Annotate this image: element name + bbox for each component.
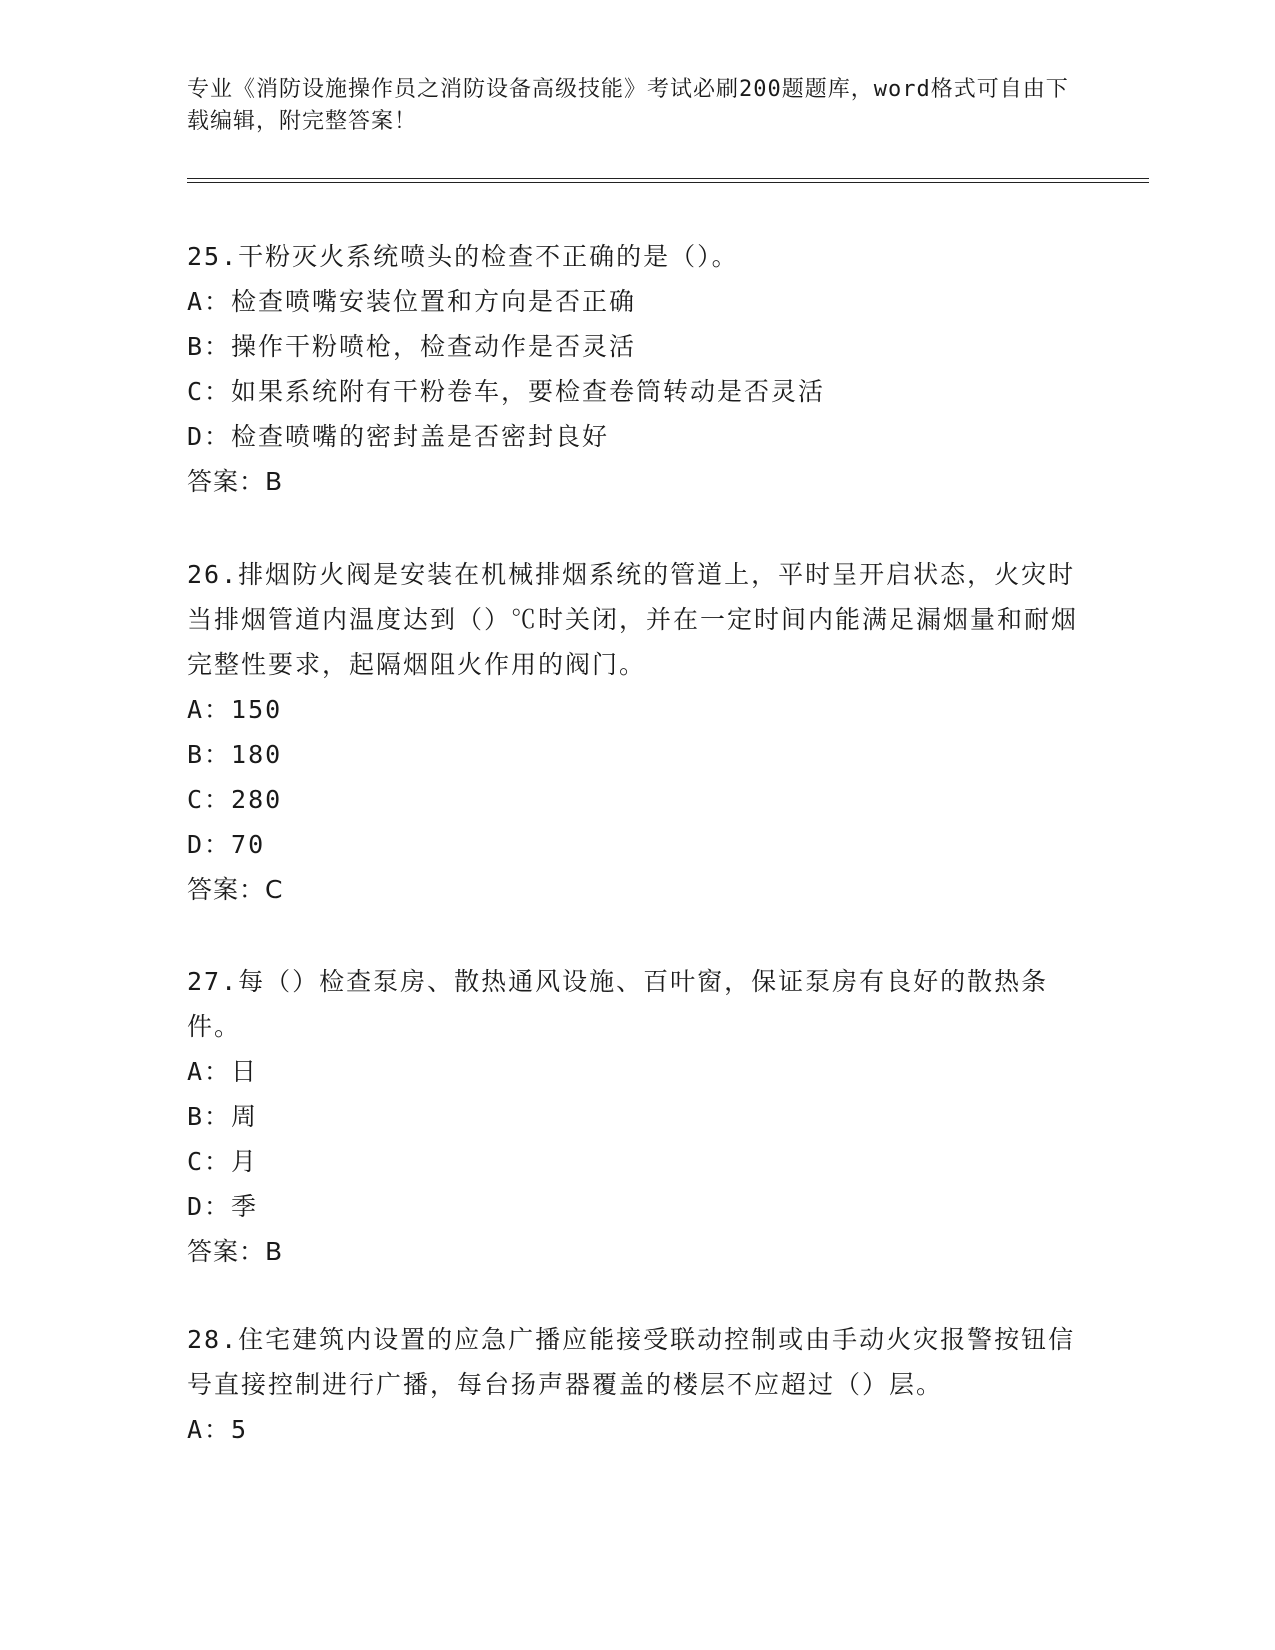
option-b: B：操作干粉喷枪，检查动作是否灵活: [187, 332, 637, 361]
option-d: D：70: [187, 830, 266, 859]
header-divider-top: [187, 178, 1149, 179]
option-d: D：检查喷嘴的密封盖是否密封良好: [187, 422, 610, 451]
question-stem: 28.住宅建筑内设置的应急广播应能接受联动控制或由手动火灾报警按钮信号直接控制进行广播，每台扬声器覆盖的楼层不应超过（）层。: [187, 1325, 1076, 1399]
option-c: C：280: [187, 785, 283, 814]
option-b: B：180: [187, 740, 283, 769]
option-c: C：月: [187, 1147, 259, 1176]
option-d: D：季: [187, 1192, 259, 1221]
question-stem: 27.每（）检查泵房、散热通风设施、百叶窗，保证泵房有良好的散热条件。: [187, 967, 1049, 1041]
question-25: [187, 234, 1087, 504]
header-divider-bottom: [187, 182, 1149, 183]
document-header: 专业《消防设施操作员之消防设备高级技能》考试必刷200题题库，word格式可自由下载编辑，附完整答案！: [187, 77, 1069, 134]
question-26: [187, 552, 1087, 912]
answer: 答案：B: [187, 1237, 284, 1266]
question-27: [187, 959, 1087, 1274]
question-28: [187, 1317, 1087, 1452]
question-stem: 25.干粉灭火系统喷头的检查不正确的是（）。: [187, 242, 739, 271]
answer: 答案：C: [187, 875, 284, 904]
option-a: A：日: [187, 1057, 259, 1086]
option-a: A：150: [187, 695, 283, 724]
option-c: C：如果系统附有干粉卷车，要检查卷筒转动是否灵活: [187, 377, 826, 406]
option-b: B：周: [187, 1102, 259, 1131]
option-a: A：检查喷嘴安装位置和方向是否正确: [187, 287, 637, 316]
answer: 答案：B: [187, 467, 284, 496]
option-a: A：5: [187, 1415, 249, 1444]
question-stem: 26.排烟防火阀是安装在机械排烟系统的管道上，平时呈开启状态，火灾时当排烟管道内温度达到（）℃时关闭，并在一定时间内能满足漏烟量和耐烟完整性要求，起隔烟阻火作用的阀门。: [187, 560, 1079, 679]
